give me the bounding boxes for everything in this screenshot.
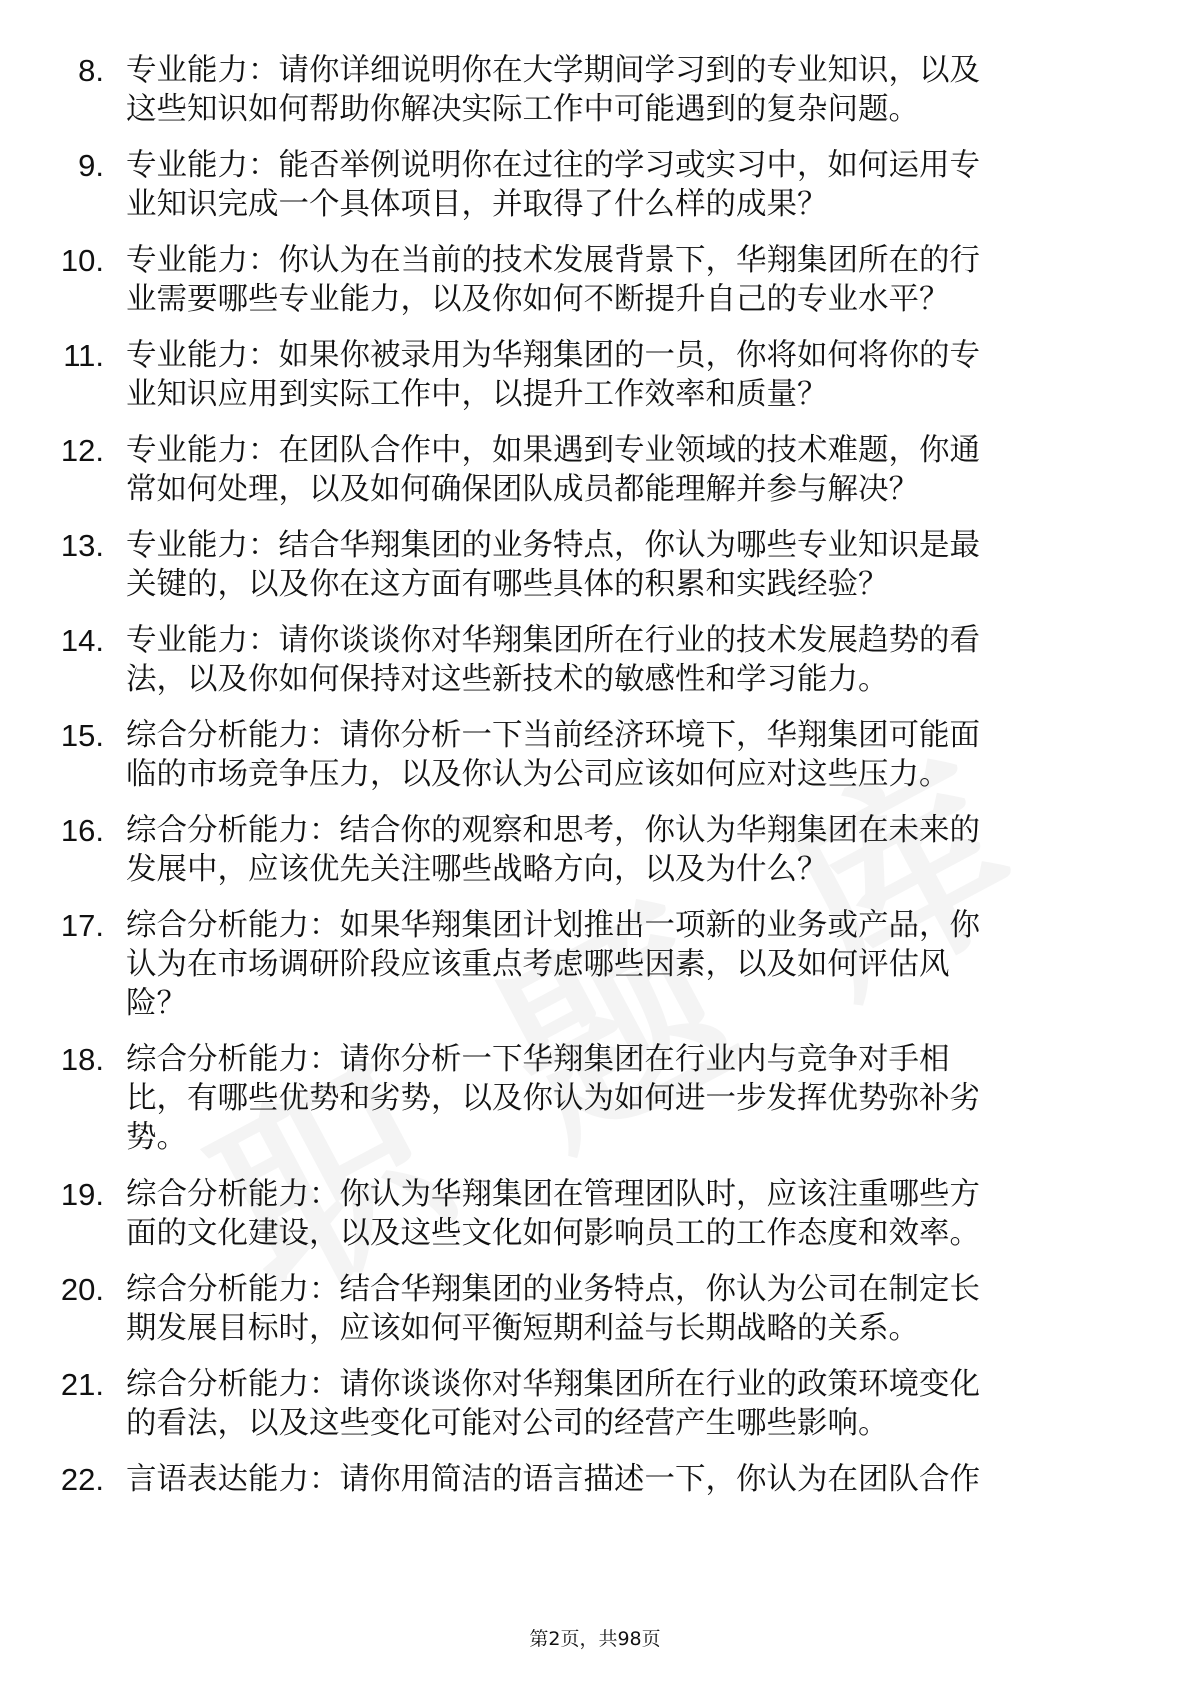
question-number: 16.: [60, 813, 104, 848]
question-text: [126, 241, 1106, 319]
question-number: 15.: [60, 718, 104, 753]
question-line: 常如何处理，以及如何确保团队成员都能理解并参与解决？: [126, 472, 919, 507]
question-line: 综合分析能力：请你分析一下当前经济环境下，华翔集团可能面: [126, 718, 980, 753]
question-line: 专业能力：在团队合作中，如果遇到专业领域的技术难题，你通: [126, 433, 980, 468]
question-text: [126, 906, 1106, 1023]
question-number: 8.: [78, 53, 104, 88]
question-line: 综合分析能力：请你谈谈你对华翔集团所在行业的政策环境变化: [126, 1367, 980, 1402]
question-line: 综合分析能力：结合你的观察和思考，你认为华翔集团在未来的: [126, 813, 980, 848]
question-text: [126, 431, 1106, 509]
question-number: 12.: [60, 433, 104, 468]
question-text: [126, 716, 1106, 794]
question-text: [126, 621, 1106, 699]
question-line: 专业能力：结合华翔集团的业务特点，你认为哪些专业知识是最: [126, 528, 980, 563]
question-text: [126, 1175, 1106, 1253]
question-number: 10.: [60, 243, 104, 278]
question-text: [126, 51, 1106, 129]
question-number: 19.: [60, 1177, 104, 1212]
question-line: 临的市场竞争压力，以及你认为公司应该如何应对这些压力。: [126, 757, 950, 792]
question-text: [126, 1040, 1106, 1157]
question-number: 20.: [60, 1272, 104, 1307]
question-number: 9.: [78, 148, 104, 183]
question-number: 11.: [63, 338, 104, 373]
question-text: [126, 146, 1106, 224]
question-line: 业知识完成一个具体项目，并取得了什么样的成果？: [126, 187, 828, 222]
question-line: 业需要哪些专业能力，以及你如何不断提升自己的专业水平？: [126, 282, 950, 317]
question-number: 14.: [60, 623, 104, 658]
question-line: 法，以及你如何保持对这些新技术的敏感性和学习能力。: [126, 662, 889, 697]
question-line: 面的文化建设，以及这些文化如何影响员工的工作态度和效率。: [126, 1216, 980, 1251]
question-number: 21.: [60, 1367, 104, 1402]
question-line: 期发展目标时，应该如何平衡短期利益与长期战略的关系。: [126, 1311, 919, 1346]
question-line: 专业能力：能否举例说明你在过往的学习或实习中，如何运用专: [126, 148, 980, 183]
question-number: 17.: [60, 908, 104, 943]
question-line: 综合分析能力：结合华翔集团的业务特点，你认为公司在制定长: [126, 1272, 980, 1307]
question-line: 业知识应用到实际工作中，以提升工作效率和质量？: [126, 377, 828, 412]
question-line: 这些知识如何帮助你解决实际工作中可能遇到的复杂问题。: [126, 92, 919, 127]
question-text: [126, 526, 1106, 604]
question-line: 专业能力：请你详细说明你在大学期间学习到的专业知识，以及: [126, 53, 980, 88]
question-line: 专业能力：你认为在当前的技术发展背景下，华翔集团所在的行: [126, 243, 980, 278]
question-text: [126, 1365, 1106, 1443]
question-text: [126, 811, 1106, 889]
question-line: 势。: [126, 1120, 187, 1155]
question-number: 13.: [60, 528, 104, 563]
question-line: 的看法，以及这些变化可能对公司的经营产生哪些影响。: [126, 1406, 889, 1441]
question-line: 比，有哪些优势和劣势，以及你认为如何进一步发挥优势弥补劣: [126, 1081, 980, 1116]
question-line: 关键的，以及你在这方面有哪些具体的积累和实践经验？: [126, 567, 889, 602]
question-text: [126, 336, 1106, 414]
question-line: 综合分析能力：请你分析一下华翔集团在行业内与竞争对手相: [126, 1042, 950, 1077]
question-text: [126, 1270, 1106, 1348]
question-line: 综合分析能力：你认为华翔集团在管理团队时，应该注重哪些方: [126, 1177, 980, 1212]
question-number: 22.: [60, 1462, 104, 1497]
question-number: 18.: [60, 1042, 104, 1077]
question-line: 险？: [126, 986, 187, 1021]
question-line: 综合分析能力：如果华翔集团计划推出一项新的业务或产品，你: [126, 908, 980, 943]
page-number-footer: 第2页，共98页: [529, 1628, 661, 1650]
question-line: 发展中，应该优先关注哪些战略方向，以及为什么？: [126, 852, 828, 887]
question-text: [126, 1460, 1106, 1499]
question-line: 言语表达能力：请你用简洁的语言描述一下，你认为在团队合作: [126, 1462, 980, 1497]
question-line: 专业能力：请你谈谈你对华翔集团所在行业的技术发展趋势的看: [126, 623, 980, 658]
question-line: 认为在市场调研阶段应该重点考虑哪些因素，以及如何评估风: [126, 947, 950, 982]
question-line: 专业能力：如果你被录用为华翔集团的一员，你将如何将你的专: [126, 338, 980, 373]
